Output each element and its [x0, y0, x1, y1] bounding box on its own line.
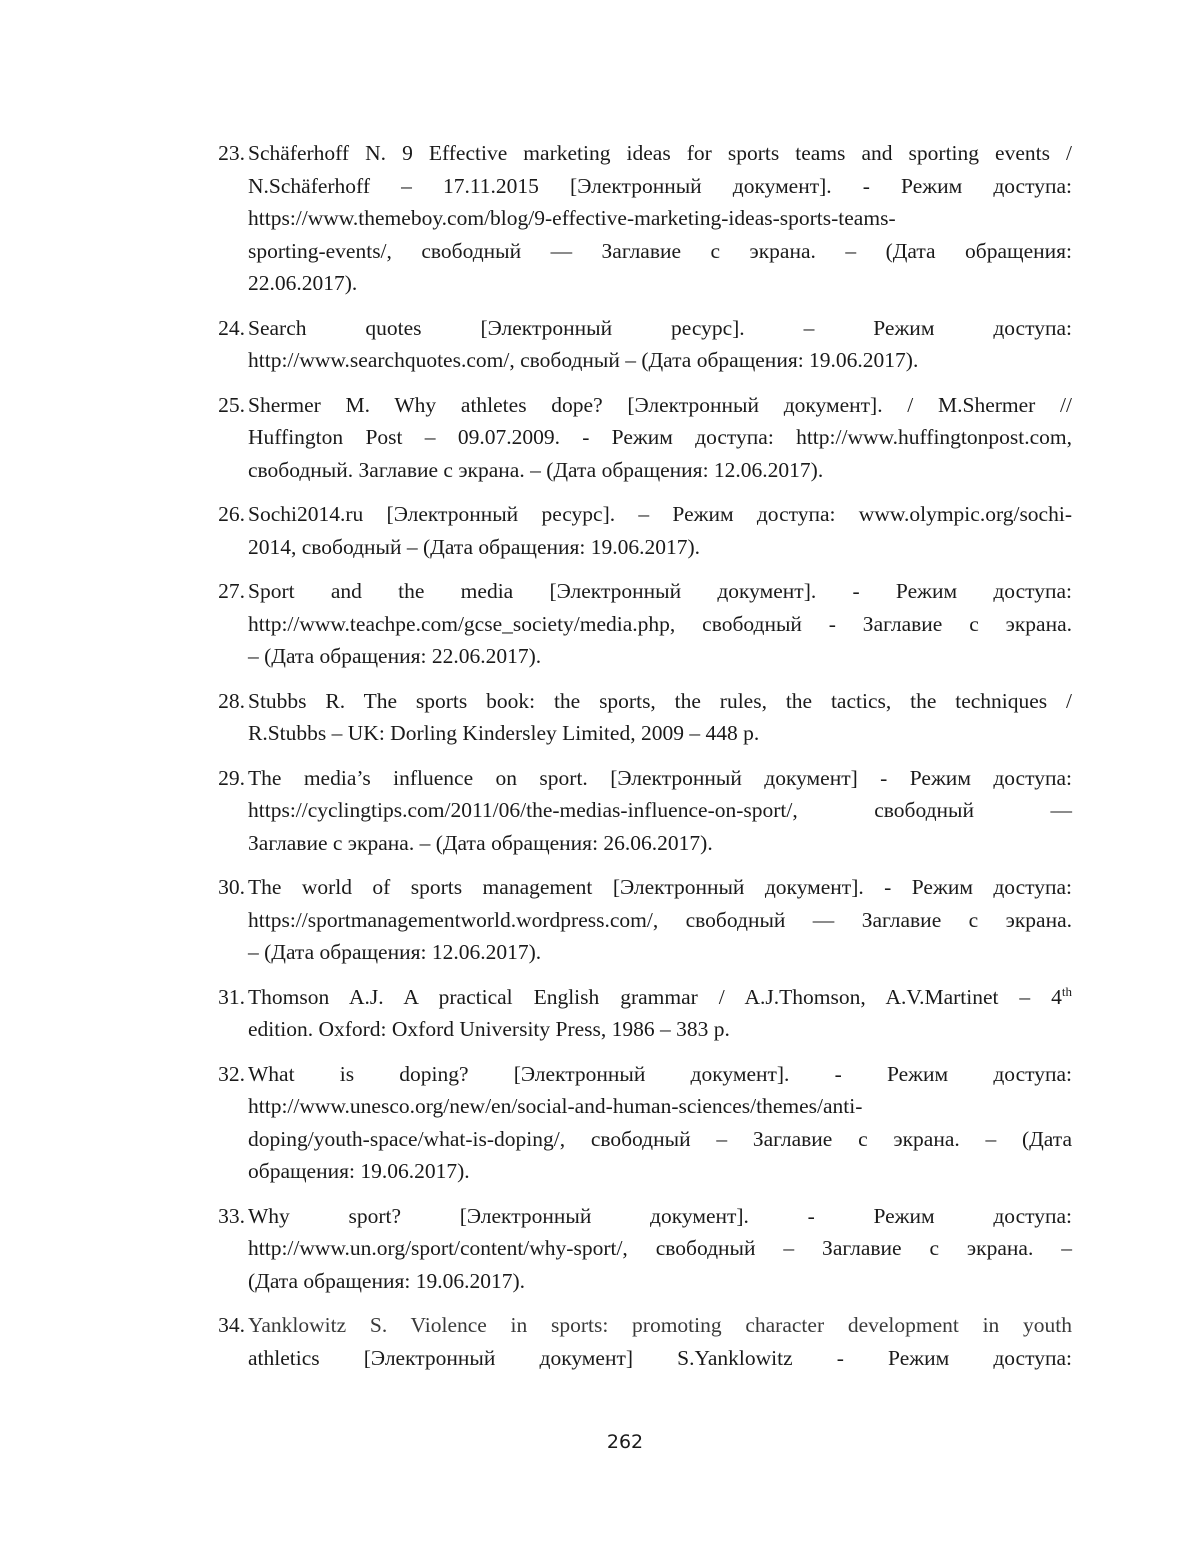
reference-line: Yanklowitz S. Violence in sports: promoting character development in youth	[248, 1313, 1072, 1337]
reference-line: 22.06.2017).	[248, 271, 358, 295]
reference-line: – (Дата обращения: 12.06.2017).	[248, 940, 542, 964]
reference-number: 26.	[218, 502, 245, 526]
reference-number: 25.	[218, 392, 245, 417]
reference-line: N.Schäferhoff – 17.11.2015 [Электронный документ]. - Режим доступа:	[248, 173, 1072, 198]
reference-line: 2014, свободный – (Дата обращения: 19.06.2017).	[248, 534, 701, 559]
reference-line	[248, 981, 1072, 1014]
reference-line: http://www.unesco.org/new/en/social-and-human-sciences/themes/anti-	[248, 1094, 863, 1118]
reference-line: http://www.un.org/sport/content/why-sport/, свободный – Заглавие с экрана. –	[248, 1236, 1072, 1260]
reference-number: 31.	[218, 984, 245, 1009]
reference-item	[205, 1309, 1072, 1374]
reference-number: 33.	[218, 1203, 245, 1228]
page-number: 262	[606, 1431, 644, 1453]
reference-text	[248, 498, 1072, 563]
reference-line: (Дата обращения: 19.06.2017).	[248, 1268, 526, 1293]
reference-number: 24.	[218, 315, 245, 340]
reference-item	[205, 981, 1072, 1046]
reference-line: Search quotes [Электронный ресурс]. – Режим доступа:	[248, 315, 1072, 340]
reference-line: http://www.searchquotes.com/, свободный – (Дата обращения: 19.06.2017).	[248, 348, 919, 372]
reference-line: The world of sports management [Электронный документ]. - Режим доступа:	[248, 875, 1072, 899]
reference-text	[248, 575, 1072, 673]
reference-text	[248, 312, 1072, 377]
reference-number: 30.	[218, 875, 245, 899]
reference-number: 23.	[218, 141, 245, 165]
reference-line: свободный. Заглавие с экрана. – (Дата обращения: 12.06.2017).	[248, 457, 824, 482]
ordinal-superscript: th	[1061, 983, 1072, 999]
reference-number: 32.	[218, 1061, 245, 1086]
reference-line: http://www.teachpe.com/gcse_society/media.php, свободный - Заглавие с экрана.	[248, 611, 1072, 636]
reference-text	[248, 981, 1072, 1046]
reference-text	[248, 137, 1072, 300]
reference-text	[248, 1058, 1072, 1188]
reference-line: sporting-events/, свободный — Заглавие с экрана. – (Дата обращения:	[248, 238, 1072, 263]
reference-item	[205, 871, 1072, 969]
reference-item	[205, 1200, 1072, 1298]
reference-text	[248, 1309, 1072, 1374]
reference-line: Stubbs R. The sports book: the sports, the rules, the tactics, the techniques /	[248, 688, 1072, 713]
reference-item	[205, 312, 1072, 377]
reference-text	[248, 762, 1072, 860]
reference-line: https://sportmanagementworld.wordpress.com/, свободный — Заглавие с экрана.	[248, 907, 1072, 932]
reference-line: Schäferhoff N. 9 Effective marketing ideas for sports teams and sporting events /	[248, 141, 1072, 165]
reference-line: – (Дата обращения: 22.06.2017).	[248, 644, 542, 668]
reference-line: R.Stubbs – UK: Dorling Kindersley Limited, 2009 – 448 p.	[248, 721, 760, 745]
reference-line: обращения: 19.06.2017).	[248, 1159, 470, 1183]
reference-item	[205, 137, 1072, 300]
reference-line: What is doping? [Электронный документ]. - Режим доступа:	[248, 1061, 1072, 1086]
reference-text	[248, 389, 1072, 487]
reference-line: The media’s influence on sport. [Электронный документ] - Режим доступа:	[248, 765, 1072, 790]
reference-item	[205, 1058, 1072, 1188]
reference-line: Sochi2014.ru [Электронный ресурс]. – Режим доступа: www.olympic.org/sochi-	[248, 502, 1072, 526]
reference-line: Why sport? [Электронный документ]. - Режим доступа:	[248, 1203, 1072, 1228]
reference-text	[248, 1200, 1072, 1298]
reference-text	[248, 871, 1072, 969]
reference-item	[205, 389, 1072, 487]
reference-line: athletics [Электронный документ] S.Yanklowitz - Режим доступа:	[248, 1345, 1072, 1370]
reference-item	[205, 685, 1072, 750]
reference-line: https://www.themeboy.com/blog/9-effective-marketing-ideas-sports-teams-	[248, 206, 896, 230]
reference-line: Shermer M. Why athletes dope? [Электронный документ]. / M.Shermer //	[248, 392, 1072, 417]
reference-number: 28.	[218, 688, 245, 713]
reference-line: Заглавие с экрана. – (Дата обращения: 26.06.2017).	[248, 830, 713, 855]
bibliography-list	[205, 137, 1072, 1386]
reference-line: https://cyclingtips.com/2011/06/the-medias-influence-on-sport/, свободный —	[248, 798, 1072, 822]
reference-line: Sport and the media [Электронный документ]. - Режим доступа:	[248, 579, 1072, 603]
reference-text	[248, 685, 1072, 750]
reference-item	[205, 498, 1072, 563]
reference-line: edition. Oxford: Oxford University Press, 1986 – 383 p.	[248, 1017, 730, 1041]
reference-number: 27.	[218, 579, 245, 603]
reference-number: 34.	[218, 1313, 245, 1337]
reference-line-main: Thomson A.J. A practical English grammar / A.J.Thomson, A.V.Martinet – 4	[248, 984, 1062, 1009]
reference-line: Huffington Post – 09.07.2009. - Режим доступа: http://www.huffingtonpost.com,	[248, 425, 1072, 449]
reference-line: doping/youth-space/what-is-doping/, свободный – Заглавие с экрана. – (Дата	[248, 1126, 1072, 1151]
reference-number: 29.	[218, 765, 245, 790]
reference-item	[205, 575, 1072, 673]
reference-item	[205, 762, 1072, 860]
